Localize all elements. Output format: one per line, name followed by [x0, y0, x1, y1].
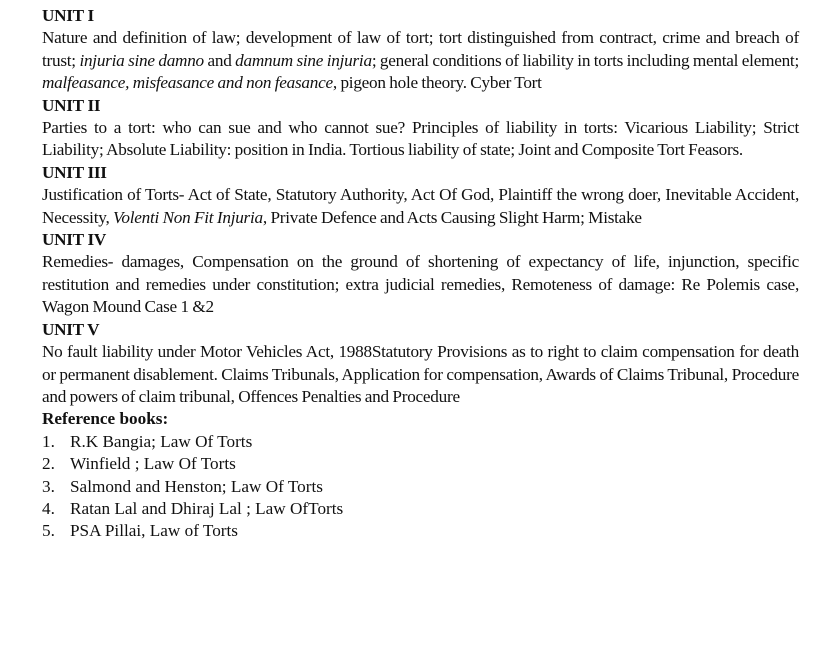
unit-title: UNIT I	[42, 6, 94, 25]
text-segment: Nature and definition of law; development of law of tort; tort distinguished from contract, crime and breach of trust;	[42, 28, 799, 70]
reference-text: Ratan Lal and Dhiraj Lal ; Law OfTorts	[70, 498, 344, 518]
reference-number: 3.	[42, 476, 55, 496]
italic-term: Volenti Non Fit Injuria	[113, 207, 263, 227]
unit-description	[42, 184, 799, 229]
text-segment: Remedies- damages, Compensation on the ground of shortening of expectancy of life, injunction, specific restitution and remedies under constitution; extra judicial remedies, Remoteness of damage: Re Polemis case, Wagon Mound Case 1 &2	[42, 252, 799, 317]
reference-number: 4.	[42, 498, 55, 518]
text-segment: , pigeon hole theory. Cyber Tort	[332, 73, 542, 93]
unit-title: UNIT II	[42, 95, 101, 115]
unit-section	[42, 95, 799, 162]
unit-description	[42, 27, 799, 94]
unit-title: UNIT IV	[42, 230, 106, 250]
text-segment: and	[203, 50, 236, 70]
reference-item	[42, 476, 799, 498]
text-segment: ; general conditions of liability in torts including mental element;	[371, 50, 799, 70]
unit-description	[42, 341, 799, 408]
reference-text: R.K Bangia; Law Of Torts	[70, 431, 253, 451]
unit-title: UNIT V	[42, 319, 100, 339]
reference-section	[42, 408, 799, 542]
unit-section	[42, 319, 799, 409]
reference-text: Winfield ; Law Of Torts	[70, 454, 236, 474]
reference-item	[42, 498, 799, 520]
reference-item	[42, 431, 799, 453]
unit-description	[42, 251, 799, 318]
reference-heading: Reference books:	[42, 409, 169, 429]
reference-number: 1.	[42, 431, 55, 451]
unit-section	[42, 229, 799, 319]
reference-text: Salmond and Henston; Law Of Torts	[70, 476, 323, 496]
italic-term: malfeasance, misfeasance and non feasance	[42, 73, 333, 93]
reference-number: 2.	[42, 454, 55, 474]
reference-number: 5.	[42, 521, 55, 541]
units-container	[42, 5, 799, 408]
text-segment: Justification of Torts- Act of State, Statutory Authority, Act Of God, Plaintiff the wrong doer, Inevitable Accident, Necessity,	[42, 185, 799, 227]
unit-section	[42, 5, 799, 95]
reference-list	[42, 431, 799, 543]
unit-title: UNIT III	[42, 162, 107, 182]
text-segment: Parties to a tort: who can sue and who cannot sue? Principles of liability in torts: Vicarious Liability; Strict Liability; Absolute Liability: position in India. Tortious liability of state; Joint and Composite Tort Feasors.	[42, 118, 799, 160]
unit-description	[42, 117, 799, 162]
text-segment: No fault liability under Motor Vehicles Act, 1988Statutory Provisions as to right to claim compensation for death or permanent disablement. Claims Tribunals, Application for compensation, Awards of Claims Tribunal, Procedure and powers of claim tribunal, Offences Penalties and Procedure	[42, 342, 799, 406]
syllabus-document	[42, 5, 799, 543]
unit-section	[42, 162, 799, 229]
reference-item	[42, 520, 799, 542]
text-segment: , Private Defence and Acts Causing Slight Harm; Mistake	[262, 207, 642, 227]
reference-text: PSA Pillai, Law of Torts	[70, 521, 238, 541]
italic-term: damnum sine injuria	[235, 50, 372, 70]
italic-term: injuria sine damno	[79, 50, 204, 70]
reference-item	[42, 453, 799, 475]
